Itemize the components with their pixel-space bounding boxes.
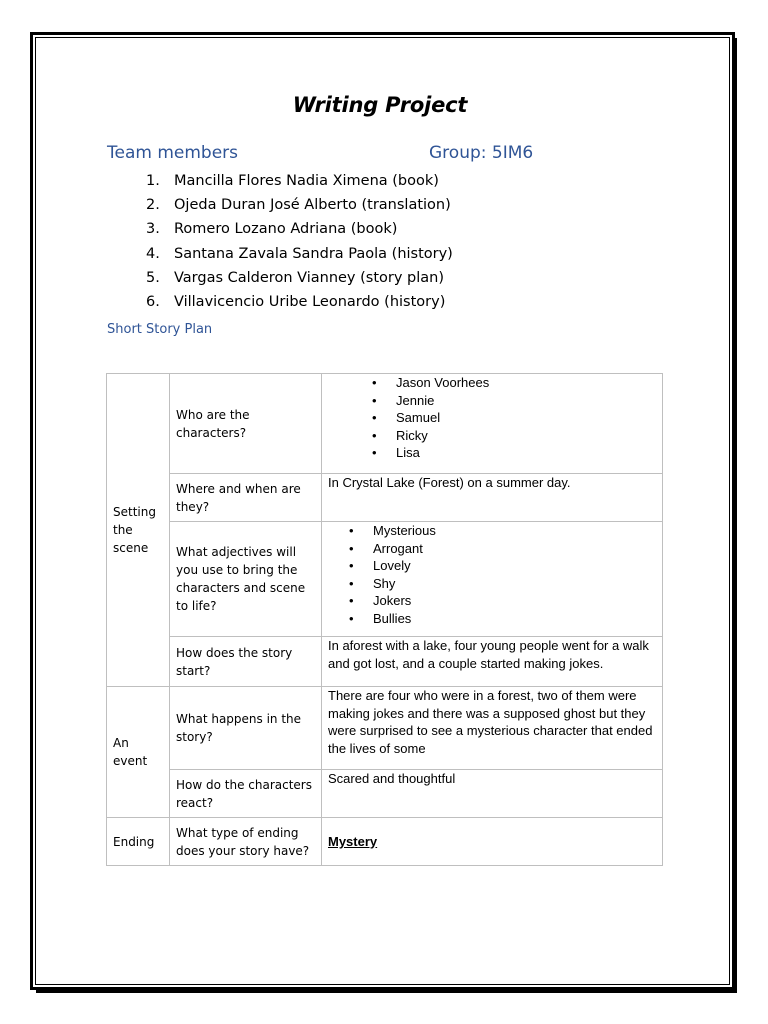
section-ending: Ending <box>107 818 170 866</box>
bullet-icon: • <box>372 445 377 460</box>
document-title: Writing Project <box>292 93 468 117</box>
bullet-icon: • <box>349 575 354 591</box>
answer-cell: Scared and thoughtful <box>322 770 663 818</box>
list-item: • Samuel <box>372 410 441 425</box>
member-item <box>146 217 453 241</box>
member-name: Ojeda Duran José Alberto (translation) <box>174 197 451 214</box>
bullet-icon: • <box>349 593 354 608</box>
list-item: • Arrogant <box>349 540 423 556</box>
question-cell: What happens in the story? <box>170 687 322 770</box>
member-number: 4. <box>146 245 160 262</box>
list-item: • Lisa <box>372 445 420 460</box>
question-cell: What type of ending does your story have? <box>170 818 322 866</box>
question-cell: Where and when are they? <box>170 474 322 522</box>
bullet-icon: • <box>372 392 377 408</box>
member-number: 5. <box>146 269 160 286</box>
table-row <box>107 818 663 866</box>
member-item <box>146 242 453 266</box>
member-item <box>146 169 453 193</box>
section-event: An event <box>107 687 170 818</box>
bullet-icon: • <box>372 375 377 390</box>
characters-list <box>328 374 656 462</box>
member-name: Mancilla Flores Nadia Ximena (book) <box>174 173 439 189</box>
bullet-icon: • <box>372 427 377 443</box>
question-cell: Who are the characters? <box>170 374 322 474</box>
member-name: Vargas Calderon Vianney (story plan) <box>174 269 445 286</box>
list-item: • Jokers <box>349 593 412 608</box>
list-item: • Lovely <box>349 558 411 573</box>
table-row <box>107 474 663 522</box>
list-item: • Ricky <box>372 427 428 443</box>
adjectives-list <box>328 522 656 627</box>
question-cell: What adjectives will you use to bring the characters and scene to life? <box>170 522 322 637</box>
list-item: • Shy <box>349 575 396 591</box>
answer-cell: In aforest with a lake, four young people went for a walk and got lost, and a couple started making jokes. <box>322 637 663 687</box>
list-item: • Mysterious <box>349 523 436 538</box>
list-item: • Bullies <box>349 610 412 626</box>
list-item: • Jennie <box>372 392 435 408</box>
list-item: • Jason Voorhees <box>372 375 490 390</box>
table-row <box>107 522 663 637</box>
question-cell: How do the characters react? <box>170 770 322 818</box>
bullet-icon: • <box>349 540 354 556</box>
answer-cell <box>322 818 663 866</box>
team-members-list <box>146 169 453 314</box>
bullet-icon: • <box>372 410 377 425</box>
story-plan-table <box>106 373 663 866</box>
member-name: Santana Zavala Sandra Paola (history) <box>174 245 453 262</box>
member-item <box>146 266 453 290</box>
section-setting: Setting the scene <box>107 374 170 687</box>
member-number: 6. <box>146 293 160 310</box>
ending-type-value: Mystery <box>328 833 378 849</box>
answer-cell: In Crystal Lake (Forest) on a summer day. <box>322 474 663 522</box>
member-number: 1. <box>146 173 160 189</box>
answer-cell <box>322 374 663 474</box>
table-row <box>107 637 663 687</box>
member-item <box>146 193 453 217</box>
member-number: 3. <box>146 221 160 238</box>
team-members-heading: Team members <box>107 143 239 163</box>
group-heading: Group: 5IM6 <box>429 143 534 163</box>
table-row <box>107 770 663 818</box>
member-name: Romero Lozano Adriana (book) <box>174 221 398 238</box>
answer-cell <box>322 522 663 637</box>
bullet-icon: • <box>349 523 354 538</box>
question-cell: How does the story start? <box>170 637 322 687</box>
member-number: 2. <box>146 197 160 214</box>
member-item <box>146 290 453 314</box>
table-row <box>107 374 663 474</box>
short-story-plan-heading: Short Story Plan <box>107 322 213 337</box>
bullet-icon: • <box>349 610 354 626</box>
table-row <box>107 687 663 770</box>
answer-cell: There are four who were in a forest, two of them were making jokes and there was a supposed ghost but they were surprised to see a mysterious character that ended the lives of some <box>322 687 663 770</box>
bullet-icon: • <box>349 558 354 573</box>
member-name: Villavicencio Uribe Leonardo (history) <box>174 293 446 310</box>
